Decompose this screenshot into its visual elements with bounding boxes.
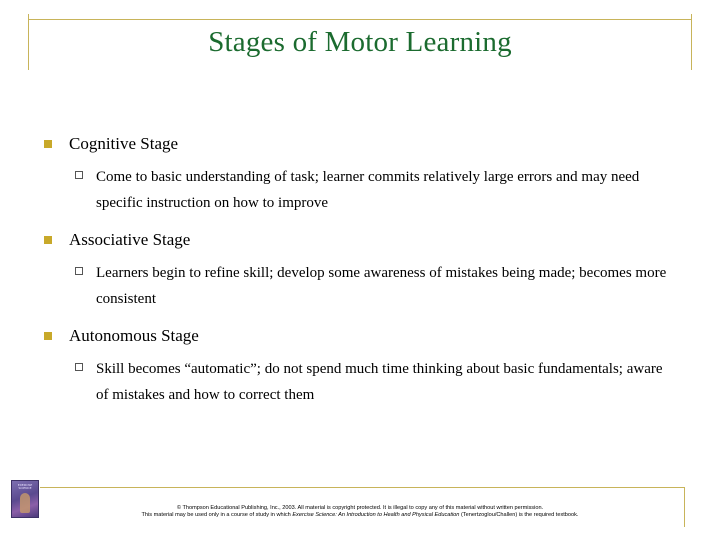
frame-bottom-corner-rule: [684, 487, 685, 527]
stage-heading-row: [44, 226, 684, 254]
stage-detail-row: [75, 356, 684, 408]
stage-detail: Learners begin to refine skill; develop some awareness of mistakes being made; becomes more consistent: [96, 265, 667, 307]
stage-detail-row: [75, 164, 684, 216]
logo-text: EXERCISE SCIENCE: [17, 483, 33, 490]
square-bullet-icon: [44, 332, 52, 340]
frame-bottom-rule: [40, 487, 685, 488]
stage-heading: Associative Stage: [69, 230, 191, 249]
footer-line-2: [60, 512, 660, 519]
frame-top-rule: [28, 19, 692, 20]
hollow-square-bullet-icon: [75, 267, 83, 275]
footer-line-1: © Thompson Educational Publishing, Inc., 2003. All material is copyright protected. It is illegal to copy any of this material without written permission.: [176, 505, 544, 511]
textbook-cover-logo: [11, 480, 39, 518]
copyright-footer: [60, 505, 660, 519]
footer-line-2-prefix: This material may be used only in a course of study in which: [141, 512, 293, 518]
stage-detail: Come to basic understanding of task; learner commits relatively large errors and may need specific instruction on how to improve: [96, 169, 640, 211]
stage-item: [44, 226, 684, 312]
hollow-square-bullet-icon: [75, 363, 83, 371]
stage-item: [44, 322, 684, 408]
stage-heading: Cognitive Stage: [69, 134, 179, 153]
stage-heading-row: [44, 130, 684, 158]
footer-book-title: Exercise Science: An Introduction to Health and Physical Education: [292, 512, 460, 518]
stage-item: [44, 130, 684, 216]
athlete-figure-icon: [20, 493, 30, 513]
stage-list: [44, 130, 684, 418]
square-bullet-icon: [44, 236, 52, 244]
square-bullet-icon: [44, 140, 52, 148]
hollow-square-bullet-icon: [75, 171, 83, 179]
slide-title: Stages of Motor Learning: [208, 26, 512, 58]
stage-detail-row: [75, 260, 684, 312]
stage-heading-row: [44, 322, 684, 350]
stage-detail: Skill becomes “automatic”; do not spend much time thinking about basic fundamentals; aware of mistakes and how to correct them: [96, 361, 663, 403]
footer-line-2-suffix: (Tenertzoglou/Challen) is the required textbook.: [459, 512, 579, 518]
stage-heading: Autonomous Stage: [69, 326, 199, 345]
